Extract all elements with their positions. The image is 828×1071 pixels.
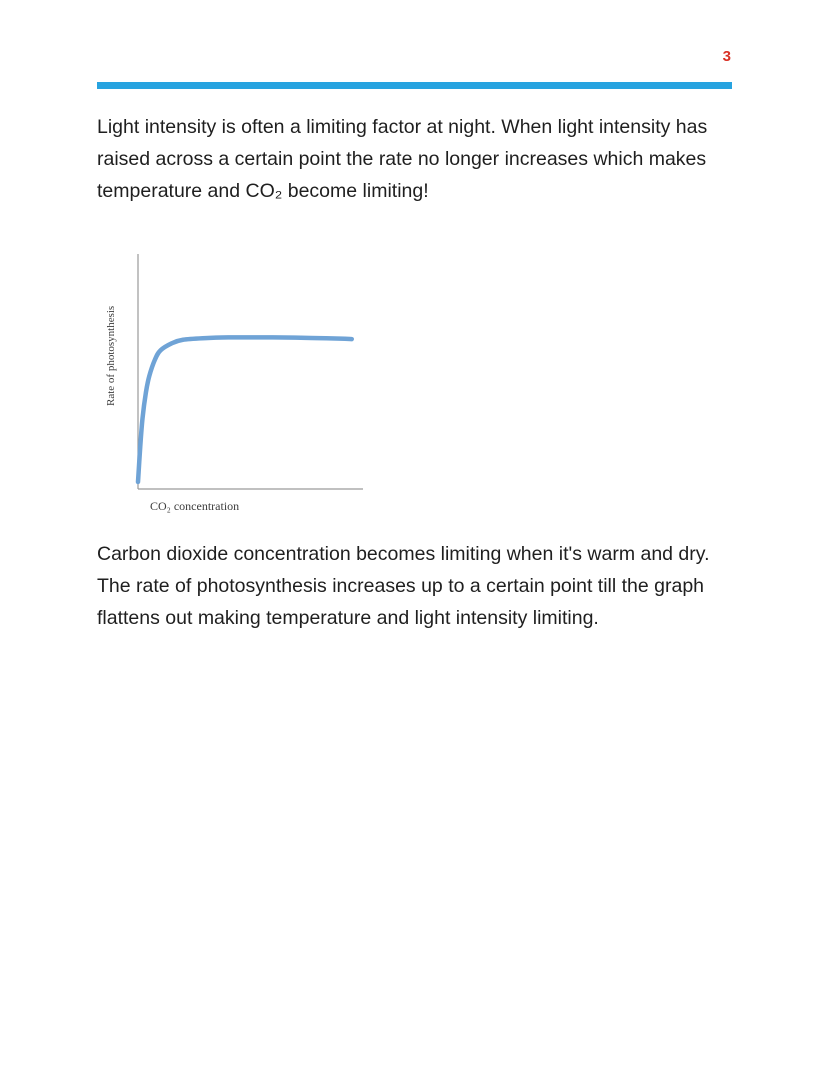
- y-axis-label: Rate of photosynthesis: [105, 305, 117, 406]
- paragraph-light-intensity: Light intensity is often a limiting factor at night. When light intensity has raised across a certain point the rate no longer increases which makes temperature and CO₂ become limiting!: [97, 116, 708, 202]
- x-axis-label: CO₂ concentration: [150, 499, 240, 513]
- co2-rate-chart: [96, 240, 376, 530]
- chart-svg: [96, 240, 376, 530]
- header-rule: [97, 82, 732, 89]
- page-number: 3: [722, 48, 731, 65]
- series-line: [138, 337, 352, 482]
- paragraph-co2-concentration: Carbon dioxide concentration becomes limiting when it's warm and dry. The rate of photosynthesis increases up to a certain point till the graph flattens out making temperature and light intensity limiting.: [97, 543, 710, 629]
